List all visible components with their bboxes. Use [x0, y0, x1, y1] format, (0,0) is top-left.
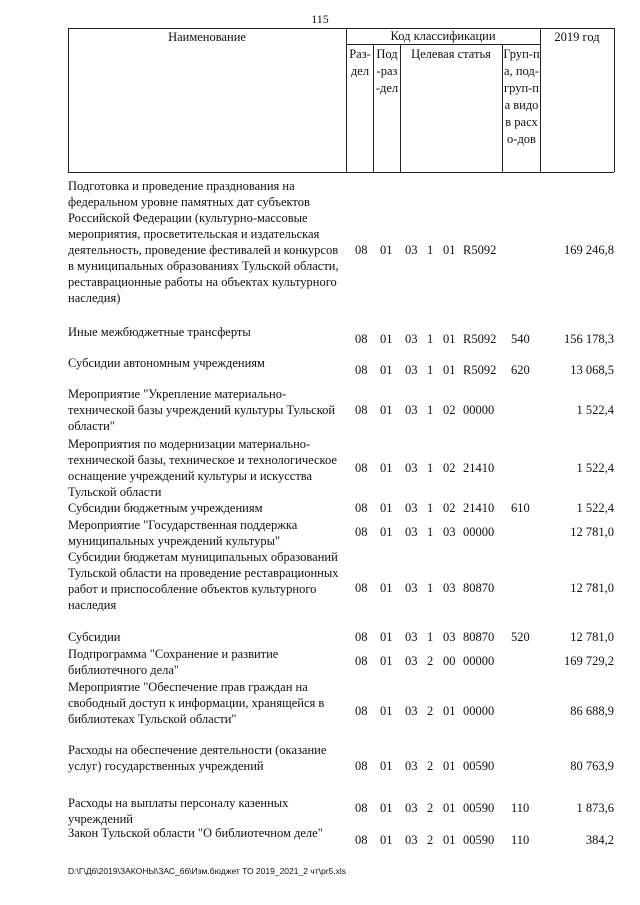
row-podrazdel: 01: [380, 630, 393, 644]
row-expense-group: 110: [511, 833, 530, 847]
row-target-direction: 80870: [463, 581, 495, 595]
row-expense-group: 610: [511, 501, 530, 515]
row-target-direction: 00590: [463, 833, 495, 847]
row-name: Расходы на выплаты персоналу казенных учреждений: [68, 796, 289, 826]
row-target-subprogram: 1: [427, 501, 434, 515]
row-amount: 1 522,4: [576, 461, 614, 475]
row-target-event: 03: [443, 581, 456, 595]
row-target-subprogram: 2: [427, 801, 434, 815]
row-target-direction: R5092: [463, 243, 497, 257]
row-target-direction: R5092: [463, 332, 497, 346]
row-razdel: 08: [355, 759, 368, 773]
row-razdel: 08: [355, 332, 368, 346]
row-target-direction: 21410: [463, 501, 495, 515]
row-target-direction: 21410: [463, 461, 495, 475]
row-podrazdel: 01: [380, 801, 393, 815]
row-razdel: 08: [355, 630, 368, 644]
row-razdel: 08: [355, 654, 368, 668]
row-target-event: 00: [443, 654, 456, 668]
row-target-subprogram: 1: [427, 630, 434, 644]
header-bottom-border: [68, 172, 614, 173]
row-podrazdel: 01: [380, 654, 393, 668]
row-target-program: 03: [405, 630, 418, 644]
header-code: Код классификации: [390, 29, 496, 43]
row-expense-group: 520: [511, 630, 530, 644]
row-podrazdel: 01: [380, 332, 393, 346]
row-name: Субсидии автономным учреждениям: [68, 356, 265, 370]
row-razdel: 08: [355, 461, 368, 475]
row-podrazdel: 01: [380, 461, 393, 475]
row-amount: 80 763,9: [570, 759, 614, 773]
row-podrazdel: 01: [380, 833, 393, 847]
row-target-subprogram: 1: [427, 363, 434, 377]
row-target-program: 03: [405, 501, 418, 515]
row-target-event: 03: [443, 630, 456, 644]
row-amount: 1 522,4: [576, 403, 614, 417]
row-name: Мероприятие "Обеспечение прав граждан на свободный доступ к информации, хранящейся в библиотеках Тульской области": [68, 680, 325, 726]
row-amount: 1 873,6: [576, 801, 614, 815]
header-group: Груп-па, под-груп-па видов расхо-дов: [503, 47, 540, 146]
header-target: Целевая статья: [411, 47, 491, 61]
row-target-program: 03: [405, 581, 418, 595]
row-target-program: 03: [405, 363, 418, 377]
row-razdel: 08: [355, 363, 368, 377]
row-target-event: 01: [443, 833, 456, 847]
row-target-subprogram: 1: [427, 332, 434, 346]
row-amount: 12 781,0: [570, 630, 614, 644]
row-target-subprogram: 2: [427, 759, 434, 773]
row-target-subprogram: 1: [427, 403, 434, 417]
row-target-subprogram: 1: [427, 461, 434, 475]
row-amount: 12 781,0: [570, 581, 614, 595]
row-razdel: 08: [355, 801, 368, 815]
header-year: 2019 год: [554, 30, 600, 44]
row-name: Субсидии бюджетам муниципальных образований Тульской области на проведение реставрационных работ и приспособление объектов культурного наследия: [68, 550, 339, 612]
header-razdel: Раз-дел: [349, 47, 371, 78]
row-target-subprogram: 1: [427, 525, 434, 539]
row-target-direction: 00000: [463, 525, 495, 539]
row-target-event: 01: [443, 332, 456, 346]
row-name: Мероприятие "Государственная поддержка муниципальных учреждений культуры": [68, 518, 298, 548]
row-target-event: 01: [443, 243, 456, 257]
row-target-subprogram: 2: [427, 704, 434, 718]
row-razdel: 08: [355, 403, 368, 417]
row-target-program: 03: [405, 801, 418, 815]
row-target-program: 03: [405, 833, 418, 847]
row-name: Подготовка и проведение празднования на федеральном уровне памятных дат субъектов Российской Федерации (культурно-массовые мероприятия, просветительская и издательская деятельность, проведение фестивалей и конкурсов в муниципальных образованиях Тульской области, реставрационные работы на объектах культурного наследия): [68, 179, 339, 305]
header-name: Наименование: [168, 30, 246, 44]
header-right-border: [614, 28, 615, 172]
page-number: 115: [311, 12, 329, 26]
row-razdel: 08: [355, 704, 368, 718]
row-expense-group: 110: [511, 801, 530, 815]
row-amount: 12 781,0: [570, 525, 614, 539]
row-name: Расходы на обеспечение деятельности (оказание услуг) государственных учреждений: [68, 743, 327, 773]
row-target-subprogram: 2: [427, 654, 434, 668]
row-amount: 86 688,9: [570, 704, 614, 718]
row-amount: 169 246,8: [564, 243, 614, 257]
row-target-direction: 00000: [463, 704, 495, 718]
row-expense-group: 540: [511, 332, 530, 346]
row-target-program: 03: [405, 332, 418, 346]
row-target-program: 03: [405, 704, 418, 718]
header-left-border: [68, 28, 69, 172]
row-target-direction: 00000: [463, 403, 495, 417]
row-podrazdel: 01: [380, 525, 393, 539]
row-target-direction: 00000: [463, 654, 495, 668]
row-name: Иные межбюджетные трансферты: [68, 325, 251, 339]
row-target-program: 03: [405, 759, 418, 773]
row-expense-group: 620: [511, 363, 530, 377]
row-target-event: 01: [443, 801, 456, 815]
row-razdel: 08: [355, 581, 368, 595]
row-target-direction: 00590: [463, 801, 495, 815]
header-name-divider: [346, 28, 347, 172]
row-name: Закон Тульской области "О библиотечном деле": [68, 826, 323, 840]
row-target-program: 03: [405, 461, 418, 475]
row-target-program: 03: [405, 243, 418, 257]
row-amount: 156 178,3: [564, 332, 614, 346]
row-amount: 13 068,5: [570, 363, 614, 377]
row-target-event: 02: [443, 501, 456, 515]
row-target-direction: 80870: [463, 630, 495, 644]
row-target-program: 03: [405, 654, 418, 668]
row-target-event: 02: [443, 461, 456, 475]
row-podrazdel: 01: [380, 363, 393, 377]
row-target-program: 03: [405, 525, 418, 539]
row-podrazdel: 01: [380, 581, 393, 595]
header-podrazdel-divider: [400, 44, 401, 172]
row-name: Подпрограмма "Сохранение и развитие библиотечного дела": [68, 647, 279, 677]
row-name: Субсидии бюджетным учреждениям: [68, 501, 263, 515]
row-podrazdel: 01: [380, 759, 393, 773]
row-amount: 1 522,4: [576, 501, 614, 515]
row-target-direction: R5092: [463, 363, 497, 377]
row-target-subprogram: 2: [427, 833, 434, 847]
row-target-subprogram: 1: [427, 243, 434, 257]
row-podrazdel: 01: [380, 403, 393, 417]
row-name: Субсидии: [68, 630, 121, 644]
row-podrazdel: 01: [380, 501, 393, 515]
row-podrazdel: 01: [380, 704, 393, 718]
row-podrazdel: 01: [380, 243, 393, 257]
row-target-event: 03: [443, 525, 456, 539]
row-razdel: 08: [355, 833, 368, 847]
header-razdel-divider: [373, 44, 374, 172]
row-target-event: 02: [443, 403, 456, 417]
row-target-event: 01: [443, 704, 456, 718]
header-year-divider: [540, 28, 541, 172]
row-target-event: 01: [443, 363, 456, 377]
row-name: Мероприятия по модернизации материально-технической базы, техническое и технологическое оснащение учреждений культуры и искусства Тульской области: [68, 437, 337, 499]
header-podrazdel: Под-раз-дел: [375, 47, 399, 95]
row-target-subprogram: 1: [427, 581, 434, 595]
row-target-program: 03: [405, 403, 418, 417]
row-amount: 384,2: [585, 833, 614, 847]
row-razdel: 08: [355, 501, 368, 515]
row-target-event: 01: [443, 759, 456, 773]
row-name: Мероприятие "Укрепление материально-технической базы учреждений культуры Тульской области": [68, 387, 336, 433]
row-razdel: 08: [355, 525, 368, 539]
row-razdel: 08: [355, 243, 368, 257]
file-path-footer: D:\Г\Д6\2019\ЗАКОНЫ\ЗАС_66\Изм.бюджет ТО 2019_2021_2 чт\pr5.xls: [68, 866, 347, 876]
row-target-direction: 00590: [463, 759, 495, 773]
row-amount: 169 729,2: [564, 654, 614, 668]
